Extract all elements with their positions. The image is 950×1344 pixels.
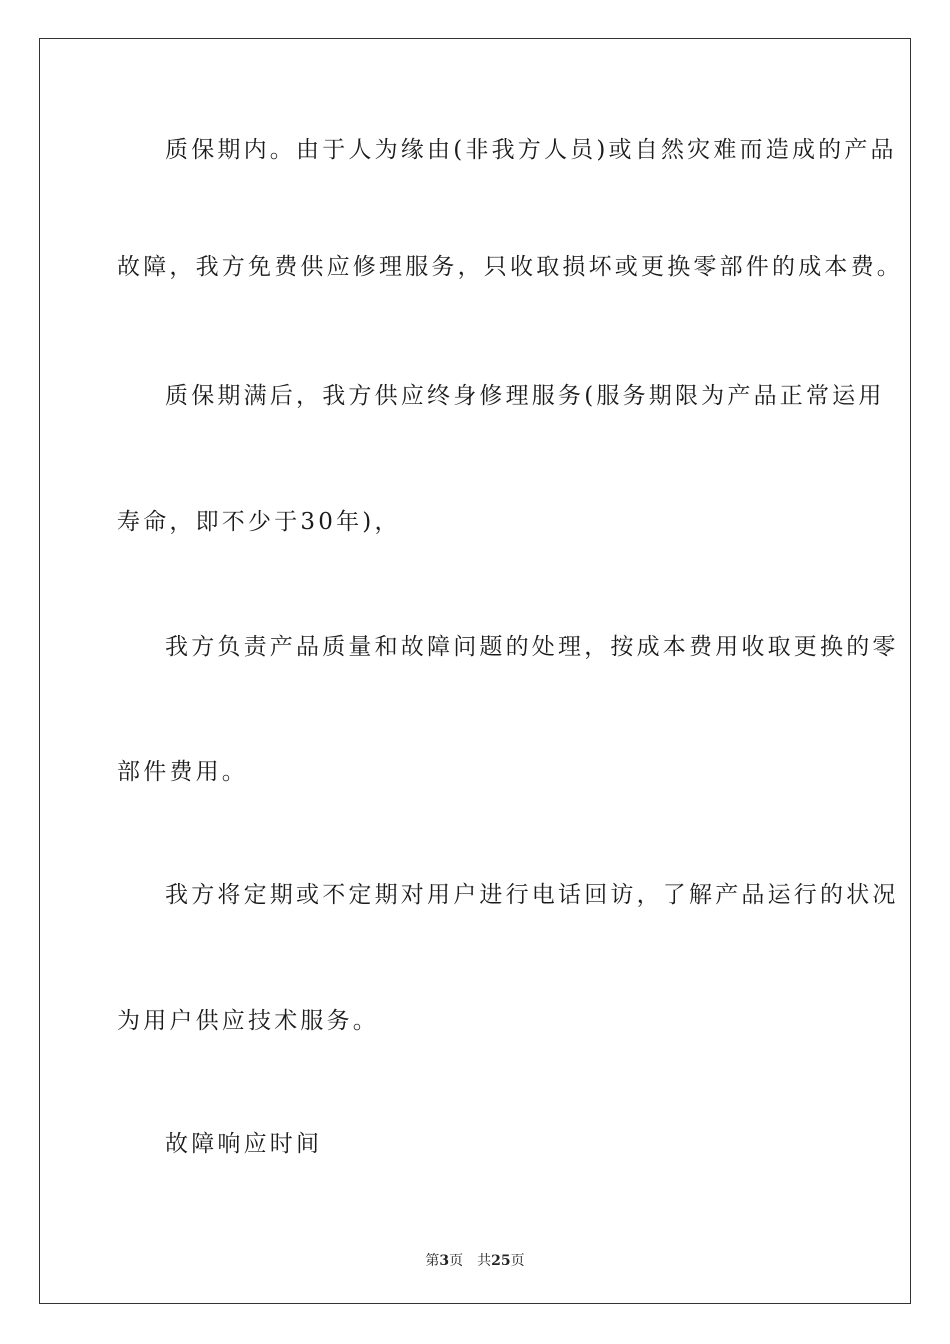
footer-page-suffix: 页	[510, 1253, 525, 1269]
paragraph-line-5: 我方负责产品质量和故障问题的处理，按成本费用收取更换的零	[165, 634, 899, 660]
footer-page-total: 25	[491, 1253, 511, 1269]
paragraph-line-8: 为用户供应技术服务。	[117, 1008, 379, 1034]
page-border	[39, 38, 911, 1304]
footer-page-current: 3	[439, 1253, 450, 1269]
paragraph-line-2: 故障，我方免费供应修理服务，只收取损坏或更换零部件的成本费。	[117, 254, 903, 280]
section-heading: 故障响应时间	[165, 1131, 323, 1157]
paragraph-line-4: 寿命，即不少于30年)，	[117, 509, 401, 535]
paragraph-line-3: 质保期满后，我方供应终身修理服务(服务期限为产品正常运用	[165, 383, 885, 409]
footer-page-mid: 页 共	[449, 1253, 492, 1269]
paragraph-line-6: 部件费用。	[117, 759, 248, 785]
page-footer	[0, 1250, 950, 1270]
paragraph-line-1: 质保期内。由于人为缘由(非我方人员)或自然灾难而造成的产品	[165, 137, 897, 163]
paragraph-line-7: 我方将定期或不定期对用户进行电话回访，了解产品运行的状况	[165, 882, 899, 908]
footer-page-prefix: 第	[425, 1253, 440, 1269]
